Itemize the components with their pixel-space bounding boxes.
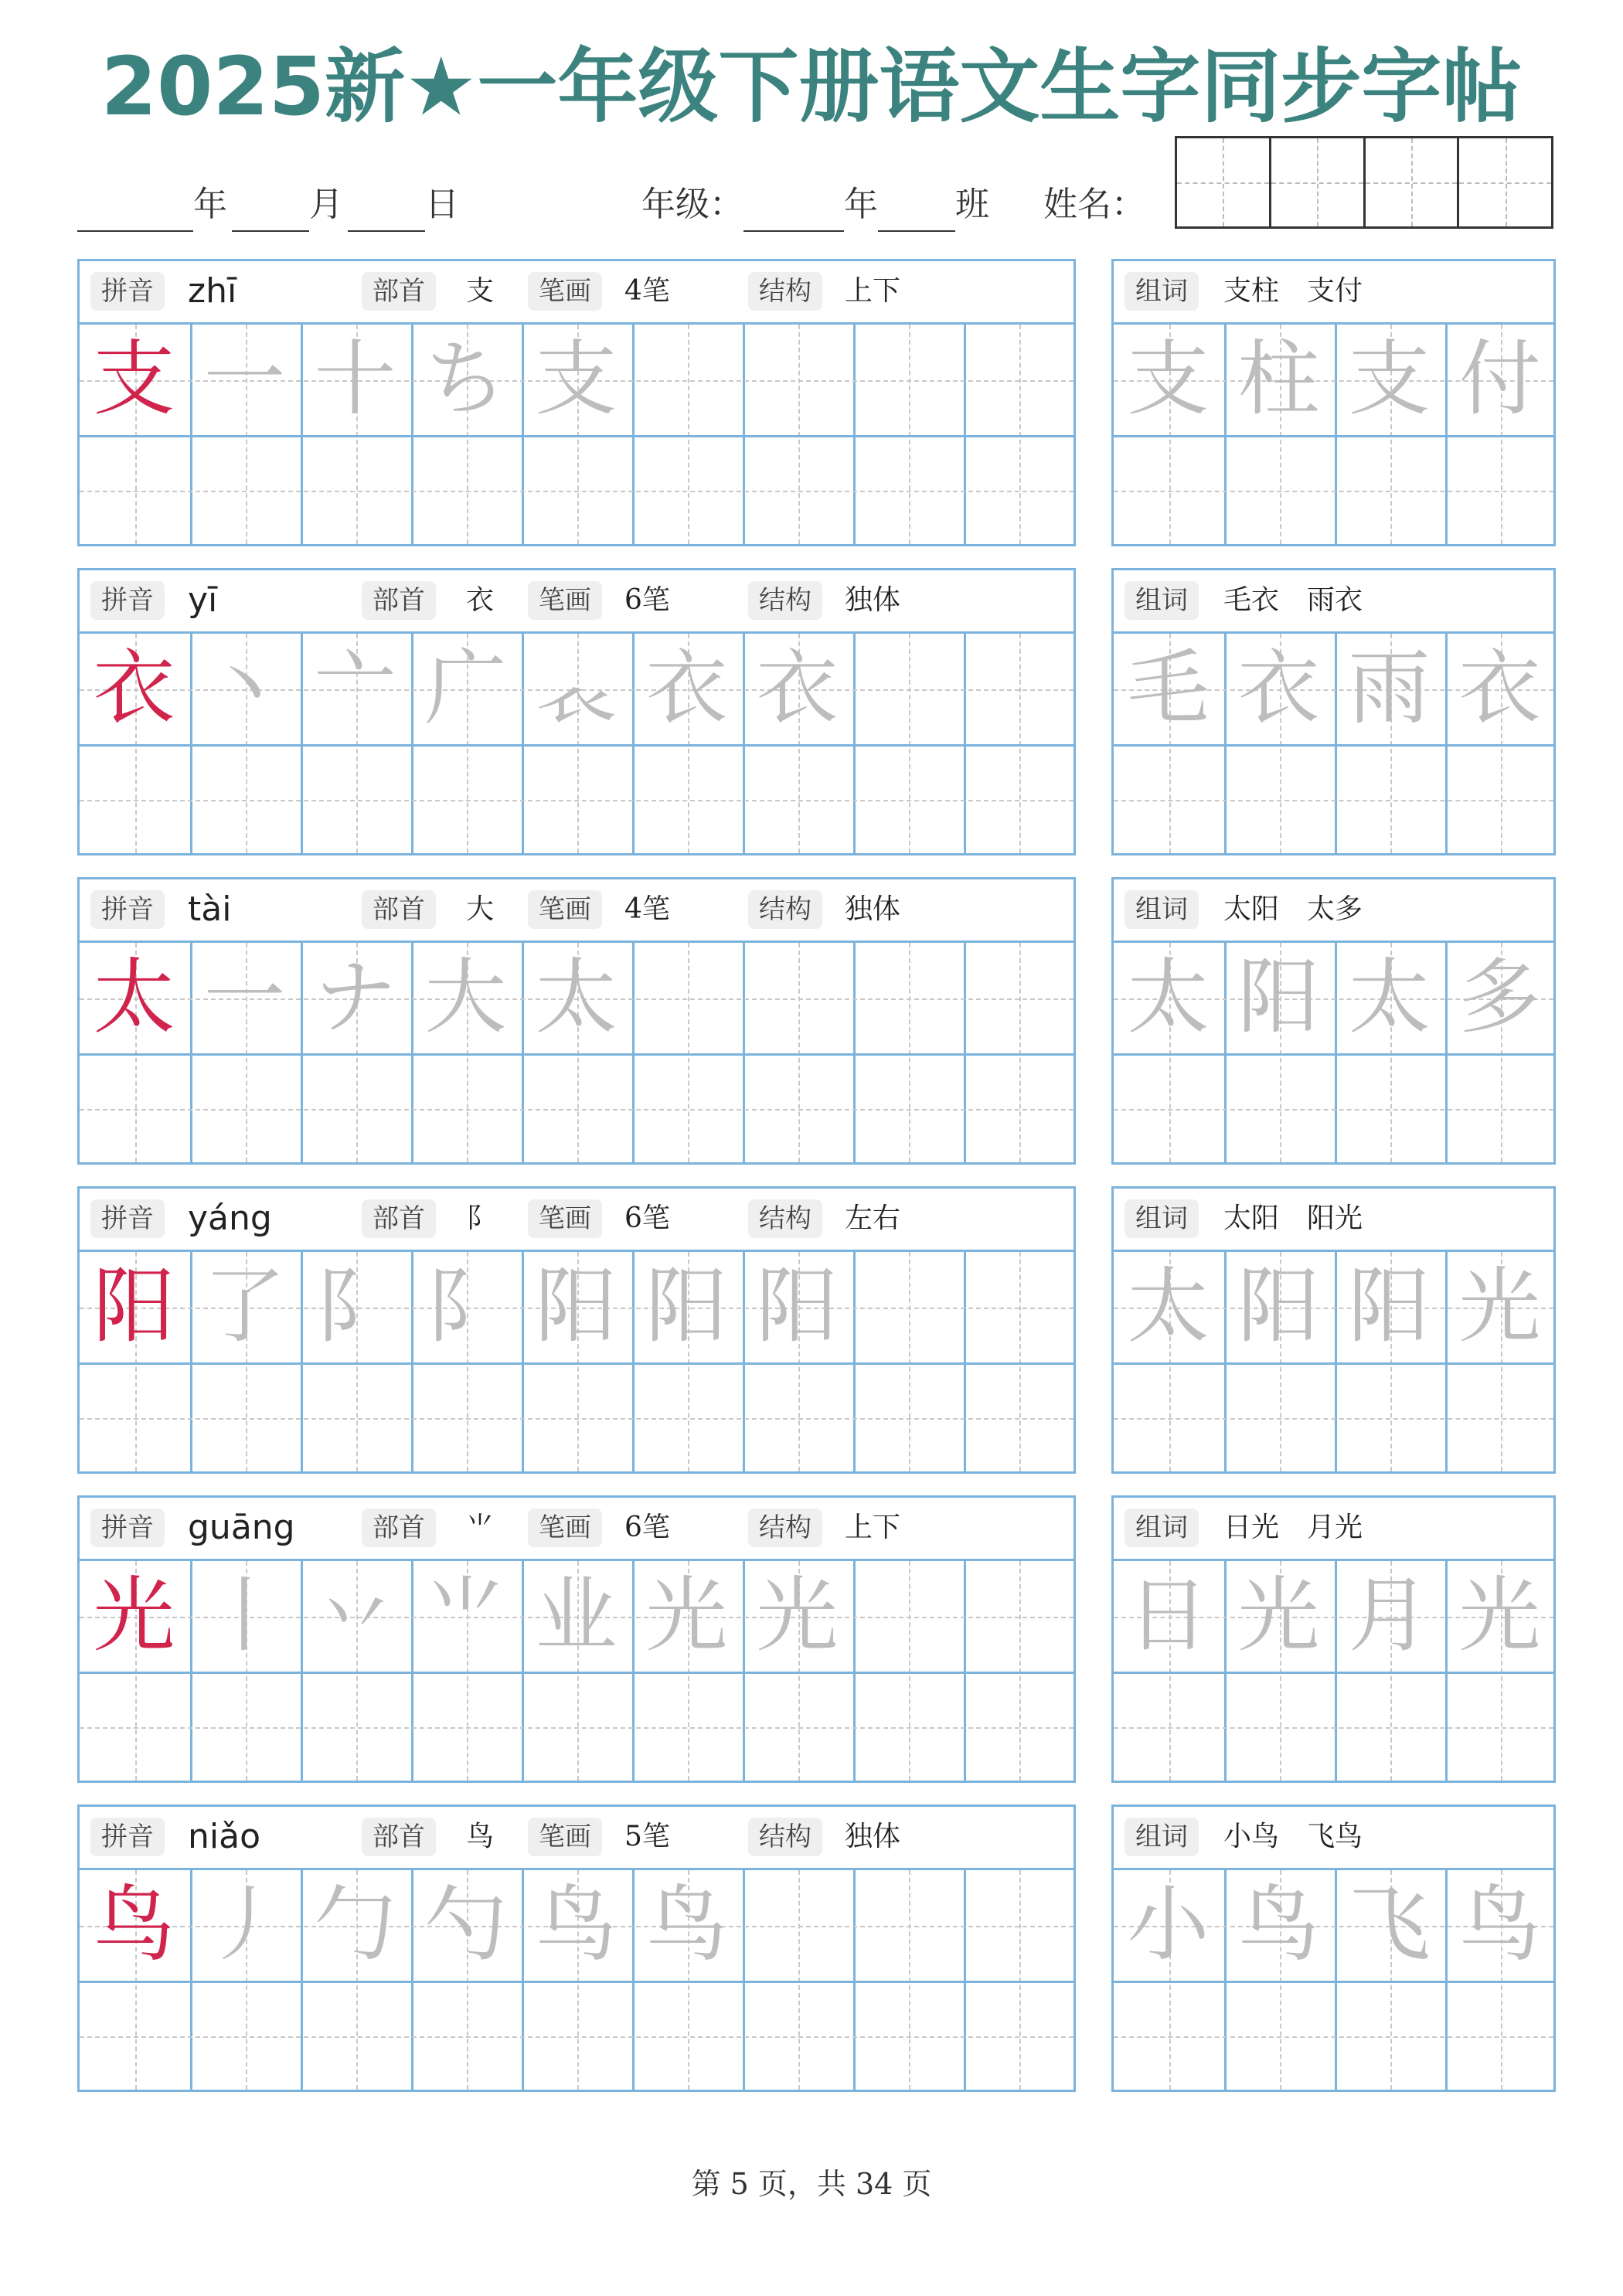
grid-guide	[688, 325, 689, 544]
stroke-step: 亠	[314, 641, 396, 736]
grid-guide	[909, 1561, 910, 1781]
words-writing-grid[interactable]	[1114, 1870, 1553, 2090]
words-header	[1114, 1807, 1553, 1870]
writing-grid[interactable]	[80, 1561, 1073, 1781]
structure-label: 结构	[748, 272, 822, 311]
stroke-step: 阝	[314, 1259, 396, 1354]
words-panel	[1111, 1186, 1556, 1474]
grid-guide	[1114, 2036, 1553, 2038]
name-box-cell[interactable]	[1177, 138, 1271, 226]
structure-value: 上下	[845, 275, 901, 307]
stroke-step: 一	[203, 950, 286, 1045]
structure-label: 结构	[748, 1199, 822, 1238]
character-info-panel	[77, 1495, 1076, 1783]
structure-value: 独体	[845, 1821, 901, 1852]
words-value: 太阳 太多	[1223, 893, 1363, 925]
words-writing-grid[interactable]	[1114, 1252, 1553, 1471]
writing-grid[interactable]	[80, 634, 1073, 853]
grid-guide	[1114, 1727, 1553, 1729]
words-value: 日光 月光	[1223, 1512, 1363, 1543]
grid-line	[853, 1252, 856, 1471]
grid-line	[853, 634, 856, 853]
year-blank[interactable]	[77, 192, 193, 232]
word-trace-character: 衣	[1458, 641, 1541, 736]
main-character: 鸟	[93, 1877, 175, 1972]
stroke-step: 阳	[645, 1259, 728, 1354]
grid-line	[964, 1252, 966, 1471]
grid-guide	[1019, 1870, 1021, 2090]
main-character: 衣	[93, 641, 175, 736]
grid-line	[743, 943, 745, 1162]
stroke-step: 勺	[424, 1877, 507, 1972]
structure-label: 结构	[748, 1818, 822, 1856]
word-trace-character: 阳	[1237, 950, 1320, 1045]
grid-line	[1114, 1672, 1553, 1674]
pinyin-label: 拼音	[90, 272, 165, 311]
day-blank[interactable]	[348, 192, 425, 232]
name-box-cell[interactable]	[1459, 138, 1551, 226]
writing-grid[interactable]	[80, 1252, 1073, 1471]
word-trace-character: 付	[1458, 332, 1541, 427]
grid-guide	[798, 325, 800, 544]
strokes-label: 笔画	[528, 890, 602, 929]
character-info-header	[80, 1498, 1073, 1561]
grid-line	[964, 1561, 966, 1781]
stroke-step: 丿	[203, 1877, 286, 1972]
stroke-step: 鸟	[535, 1877, 618, 1972]
stroke-step: 衣	[756, 641, 839, 736]
words-value: 小鸟 飞鸟	[1223, 1821, 1363, 1852]
words-header	[1114, 879, 1553, 943]
pinyin-value: yáng	[188, 1199, 272, 1238]
character-info-header	[80, 1189, 1073, 1252]
stroke-step: 业	[535, 1568, 618, 1663]
word-trace-character: 月	[1348, 1568, 1431, 1663]
word-trace-character: 鸟	[1237, 1877, 1320, 1972]
radical-value: 支	[466, 275, 495, 307]
stroke-step: 一	[203, 332, 286, 427]
name-box-cell[interactable]	[1366, 138, 1460, 226]
structure-value: 独体	[845, 893, 901, 925]
strokes-value: 5笔	[624, 1821, 670, 1852]
words-writing-grid[interactable]	[1114, 943, 1553, 1162]
stroke-step: 支	[535, 332, 618, 427]
grid-guide	[1019, 943, 1021, 1162]
grade-field: 年级： 年 班	[641, 178, 989, 232]
character-info-panel	[77, 568, 1076, 855]
words-writing-grid[interactable]	[1114, 1561, 1553, 1781]
grid-guide	[80, 2036, 1073, 2038]
pinyin-label: 拼音	[90, 890, 165, 929]
words-panel	[1111, 1804, 1556, 2092]
grid-guide	[80, 491, 1073, 492]
pinyin-label: 拼音	[90, 1199, 165, 1238]
grid-line	[964, 943, 966, 1162]
word-trace-character: 阳	[1237, 1259, 1320, 1354]
month-blank[interactable]	[232, 192, 309, 232]
word-trace-character: 太	[1127, 1259, 1210, 1354]
class-blank[interactable]	[878, 192, 955, 232]
words-header	[1114, 1498, 1553, 1561]
word-trace-character: 日	[1127, 1568, 1210, 1663]
grid-line	[1114, 1981, 1553, 1983]
word-trace-character: 柱	[1237, 332, 1320, 427]
grid-guide	[80, 1727, 1073, 1729]
radical-value: 鸟	[466, 1821, 495, 1852]
words-value: 支柱 支付	[1223, 275, 1363, 307]
stroke-step: 光	[645, 1568, 728, 1663]
grid-guide	[1019, 634, 1021, 853]
stroke-step: 鸟	[645, 1877, 728, 1972]
main-character: 支	[93, 332, 175, 427]
grid-line	[632, 325, 635, 544]
date-month: 月	[232, 178, 343, 232]
main-character: 光	[93, 1568, 175, 1663]
pinyin-value: tài	[188, 889, 232, 929]
character-info-header	[80, 570, 1073, 634]
words-panel	[1111, 568, 1556, 855]
word-trace-character: 支	[1348, 332, 1431, 427]
writing-grid[interactable]	[80, 325, 1073, 544]
radical-value: 阝	[466, 1202, 495, 1234]
word-trace-character: 太	[1348, 950, 1431, 1045]
radical-label: 部首	[362, 272, 436, 311]
radical-label: 部首	[362, 1509, 436, 1547]
stroke-step: 十	[314, 332, 396, 427]
stroke-step: 丷	[314, 1568, 396, 1663]
words-label: 组词	[1125, 890, 1199, 929]
pinyin-value: yī	[188, 580, 218, 620]
writing-grid[interactable]	[80, 943, 1073, 1162]
grid-guide	[909, 1870, 910, 2090]
stroke-step: ち	[424, 332, 507, 427]
word-trace-character: 光	[1458, 1568, 1541, 1663]
words-header	[1114, 261, 1553, 325]
strokes-label: 笔画	[528, 1509, 602, 1547]
character-block	[77, 1804, 1556, 2092]
date-year: 年	[77, 178, 227, 232]
character-info-panel	[77, 259, 1076, 546]
structure-label: 结构	[748, 890, 822, 929]
stroke-step: 阳	[535, 1259, 618, 1354]
structure-label: 结构	[748, 1509, 822, 1547]
pinyin-value: guāng	[188, 1508, 295, 1547]
structure-value: 独体	[845, 584, 901, 616]
stroke-step: ⺌	[424, 1568, 507, 1663]
grid-guide	[798, 943, 800, 1162]
grid-line	[853, 943, 856, 1162]
grid-line	[632, 943, 635, 1162]
character-info-header	[80, 1807, 1073, 1870]
grid-line	[853, 325, 856, 544]
words-header	[1114, 1189, 1553, 1252]
grid-line	[80, 744, 1073, 747]
radical-label: 部首	[362, 1818, 436, 1856]
words-label: 组词	[1125, 581, 1199, 620]
stroke-step: 阝	[424, 1259, 507, 1354]
structure-label: 结构	[748, 581, 822, 620]
stroke-step: 了	[203, 1259, 286, 1354]
grid-guide	[1114, 800, 1553, 801]
pinyin-label: 拼音	[90, 1818, 165, 1856]
radical-label: 部首	[362, 1199, 436, 1238]
character-info-panel	[77, 1186, 1076, 1474]
word-trace-character: 光	[1458, 1259, 1541, 1354]
words-panel	[1111, 259, 1556, 546]
pinyin-label: 拼音	[90, 1509, 165, 1547]
stroke-step: 大	[424, 950, 507, 1045]
grid-line	[80, 1981, 1073, 1983]
name-box[interactable]	[1175, 136, 1553, 229]
grid-guide	[80, 800, 1073, 801]
word-trace-character: 多	[1458, 950, 1541, 1045]
word-trace-character: 小	[1127, 1877, 1210, 1972]
grid-line	[853, 1561, 856, 1781]
words-header	[1114, 570, 1553, 634]
stroke-step: 𧘇	[535, 641, 618, 736]
strokes-label: 笔画	[528, 272, 602, 311]
grid-guide	[80, 1109, 1073, 1111]
word-trace-character: 阳	[1348, 1259, 1431, 1354]
strokes-label: 笔画	[528, 1818, 602, 1856]
stroke-step: 丨	[203, 1568, 286, 1663]
main-character: 太	[93, 950, 175, 1045]
writing-grid[interactable]	[80, 1870, 1073, 2090]
page-title: 2025新★一年级下册语文生字同步字帖	[100, 39, 1523, 134]
grid-line	[80, 1362, 1073, 1365]
stroke-step: 光	[756, 1568, 839, 1663]
grid-line	[1114, 1053, 1553, 1056]
word-trace-character: 支	[1127, 332, 1210, 427]
radical-value: 衣	[466, 584, 495, 616]
strokes-value: 4笔	[624, 275, 670, 307]
word-trace-character: 飞	[1348, 1877, 1431, 1972]
radical-label: 部首	[362, 581, 436, 620]
grid-line	[964, 634, 966, 853]
pinyin-label: 拼音	[90, 581, 165, 620]
grid-guide	[1114, 1109, 1553, 1111]
grid-line	[853, 1870, 856, 2090]
word-trace-character: 太	[1127, 950, 1210, 1045]
pinyin-value: niǎo	[188, 1817, 260, 1856]
radical-value: 大	[466, 893, 495, 925]
words-panel	[1111, 877, 1556, 1165]
name-label: 姓名：	[1043, 185, 1145, 224]
grid-line	[80, 1672, 1073, 1674]
character-block	[77, 259, 1556, 546]
words-panel	[1111, 1495, 1556, 1783]
word-trace-character: 鸟	[1458, 1877, 1541, 1972]
structure-value: 上下	[845, 1512, 901, 1543]
words-value: 太阳 阳光	[1223, 1202, 1363, 1234]
strokes-value: 6笔	[624, 1202, 670, 1234]
character-info-panel	[77, 1804, 1076, 2092]
grid-guide	[1114, 491, 1553, 492]
strokes-value: 6笔	[624, 584, 670, 616]
stroke-step: 衣	[645, 641, 728, 736]
word-trace-character: 毛	[1127, 641, 1210, 736]
grid-guide	[688, 943, 689, 1162]
structure-value: 左右	[845, 1202, 901, 1234]
words-value: 毛衣 雨衣	[1223, 584, 1363, 616]
word-trace-character: 光	[1237, 1568, 1320, 1663]
character-info-panel	[77, 877, 1076, 1165]
grid-line	[1114, 744, 1553, 747]
grid-line	[964, 325, 966, 544]
words-label: 组词	[1125, 1199, 1199, 1238]
grid-line	[964, 1870, 966, 2090]
grid-guide	[80, 1418, 1073, 1420]
grade-year-blank[interactable]	[743, 192, 844, 232]
main-character: 阳	[93, 1259, 175, 1354]
words-label: 组词	[1125, 1818, 1199, 1856]
grid-line	[1114, 1362, 1553, 1365]
stroke-step: 丶	[203, 641, 286, 736]
words-label: 组词	[1125, 1509, 1199, 1547]
radical-label: 部首	[362, 890, 436, 929]
stroke-step: 阳	[756, 1259, 839, 1354]
grid-guide	[909, 325, 910, 544]
radical-value: ⺌	[466, 1512, 495, 1543]
name-box-cell[interactable]	[1271, 138, 1366, 226]
stroke-step: 太	[535, 950, 618, 1045]
strokes-label: 笔画	[528, 581, 602, 620]
grid-guide	[1019, 1561, 1021, 1781]
word-trace-character: 雨	[1348, 641, 1431, 736]
stroke-step: ナ	[314, 950, 396, 1045]
grid-line	[743, 325, 745, 544]
page-number: 第 5 页，共 34 页	[691, 2167, 932, 2201]
character-info-header	[80, 261, 1073, 325]
grid-guide	[1019, 325, 1021, 544]
grid-guide	[798, 1870, 800, 2090]
character-block	[77, 1186, 1556, 1474]
strokes-value: 6笔	[624, 1512, 670, 1543]
grid-guide	[909, 634, 910, 853]
words-label: 组词	[1125, 272, 1199, 311]
stroke-step: 广	[424, 641, 507, 736]
stroke-step: 勹	[314, 1877, 396, 1972]
grid-guide	[909, 1252, 910, 1471]
grid-line	[1114, 435, 1553, 437]
strokes-value: 4笔	[624, 893, 670, 925]
character-block	[77, 568, 1556, 855]
character-block	[77, 877, 1556, 1165]
word-trace-character: 衣	[1237, 641, 1320, 736]
strokes-label: 笔画	[528, 1199, 602, 1238]
grid-guide	[1114, 1418, 1553, 1420]
character-info-header	[80, 879, 1073, 943]
character-block	[77, 1495, 1556, 1783]
grid-line	[80, 435, 1073, 437]
pinyin-value: zhī	[188, 271, 237, 311]
words-writing-grid[interactable]	[1114, 634, 1553, 853]
grid-guide	[909, 943, 910, 1162]
grid-line	[80, 1053, 1073, 1056]
date-day: 日	[348, 178, 459, 232]
words-writing-grid[interactable]	[1114, 325, 1553, 544]
grid-line	[743, 1870, 745, 2090]
grid-guide	[1019, 1252, 1021, 1471]
